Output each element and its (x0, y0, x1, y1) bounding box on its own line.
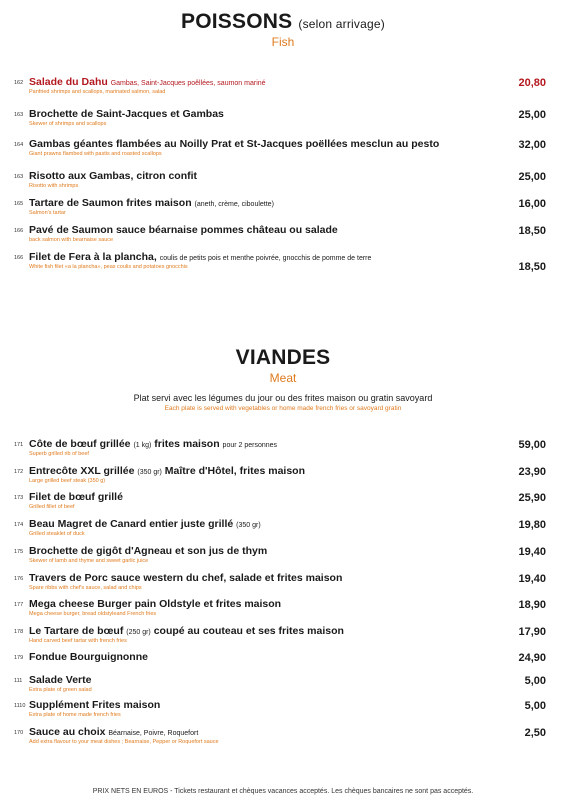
item-name (29, 491, 123, 503)
menu-item (0, 170, 566, 198)
item-english: Superb grilled rib of beef (29, 451, 89, 457)
item-english: back salmon with bearnaise sauce (29, 237, 114, 243)
item-detail: (250 gr) (126, 629, 151, 636)
item-name-text: Filet de bœuf grillé (29, 491, 123, 503)
item-name (29, 438, 277, 450)
item-english: Skewer of shrimps and scallops (29, 121, 107, 127)
item-name-text: Fondue Bourguignonne (29, 651, 148, 663)
item-name-text: Le Tartare de bœuf (29, 625, 124, 637)
item-name (29, 197, 274, 209)
item-name (29, 572, 342, 584)
item-price: 25,00 (518, 171, 546, 183)
item-english: Add extra flavour to your meat dishes ; Bearnaise, Pepper or Roquefort sauce (29, 739, 219, 745)
item-english: Large grilled beef steak (350 g) (29, 478, 106, 484)
item-name (29, 598, 281, 610)
item-price: 19,40 (518, 546, 546, 558)
item-name-text: Filet de Fera à la plancha, (29, 251, 157, 263)
item-detail: (350 gr) (236, 522, 261, 529)
item-name (29, 251, 371, 263)
item-price: 2,50 (524, 727, 546, 739)
item-english: Spare ribbs with chef's sauce, salad and chips (29, 585, 142, 591)
item-price: 32,00 (518, 139, 546, 151)
item-detail: coulis de petits pois et menthe poivrée, gnocchis de pomme de terre (159, 255, 372, 262)
item-name (29, 699, 160, 711)
item-number: 1110 (14, 703, 26, 709)
item-number: 166 (14, 255, 24, 261)
meat-subtitle: Meat (269, 371, 297, 385)
item-english: Grilled steaklet of duck (29, 531, 85, 537)
item-english: Extra plate of home made french fries (29, 712, 121, 718)
menu-item (0, 76, 566, 104)
item-name-text: Risotto aux Gambas, citron confit (29, 170, 198, 182)
item-name (29, 465, 305, 477)
meat-title: VIANDES (235, 346, 331, 369)
item-name-text: Brochette de Saint-Jacques et Gambas (29, 108, 224, 120)
item-detail-cont: pour 2 personnes (222, 442, 278, 449)
item-price: 23,90 (518, 466, 546, 478)
item-number: 170 (14, 730, 24, 736)
item-number: 174 (14, 522, 24, 528)
item-number: 171 (14, 442, 24, 448)
fish-subtitle: Fish (271, 35, 295, 49)
menu-item (0, 138, 566, 166)
item-detail: (1 kg) (133, 442, 152, 449)
item-name (29, 518, 261, 530)
item-price: 25,90 (518, 492, 546, 504)
menu-item (0, 251, 566, 279)
menu-item (0, 197, 566, 225)
menu-item (0, 465, 566, 493)
item-name-text: Travers de Porc sauce western du chef, salade et frites maison (29, 572, 343, 584)
footer-note: PRIX NETS EN EUROS - Tickets restaurant et chèques vacances acceptés. Les chèques bancaires ne sont pas acceptés. (92, 788, 474, 795)
item-number: 177 (14, 602, 24, 608)
item-number: 162 (14, 80, 24, 86)
item-number: 173 (14, 495, 24, 501)
item-name-cont: Maître d'Hôtel, frites maison (164, 465, 305, 477)
item-name-text: Salade Verte (29, 674, 92, 686)
item-name (29, 138, 439, 150)
menu-item (0, 224, 566, 252)
item-price: 19,80 (518, 519, 546, 531)
item-price: 19,40 (518, 573, 546, 585)
item-name (29, 224, 338, 236)
item-english: Panfried shrimps and scallops, marinated salmon, salad (29, 89, 166, 95)
item-english: Giant prawns flambed with pastis and roasted scallops (29, 151, 162, 157)
menu-item (0, 674, 566, 702)
meat-intro-en: Each plate is served with vegetables or home made french fries or savoyard gratin (164, 405, 402, 412)
item-number: 164 (14, 142, 24, 148)
item-name-text: Entrecôte XXL grillée (29, 465, 135, 477)
item-price: 5,00 (524, 675, 546, 687)
item-number: 179 (14, 655, 24, 661)
item-name-text: Salade du Dahu (29, 76, 108, 88)
item-detail: Béarnaise, Poivre, Roquefort (108, 730, 199, 737)
fish-header (0, 10, 566, 49)
item-price: 18,90 (518, 599, 546, 611)
item-english: White fish filet «a la plancha», peas coulis and potatoes gnocchis (29, 264, 188, 270)
item-name (29, 674, 91, 686)
menu-item (0, 572, 566, 600)
item-number: 178 (14, 629, 24, 635)
item-english: Skewer of lamb and thyme and sweet garlic juice (29, 558, 149, 564)
menu-item (0, 625, 566, 653)
item-number: 176 (14, 576, 24, 582)
item-name-text: Supplément Frites maison (29, 699, 161, 711)
menu-item (0, 598, 566, 626)
item-price: 59,00 (518, 439, 546, 451)
item-english: Risotto with shrimps (29, 183, 79, 189)
item-name-cont: frites maison (154, 438, 220, 450)
item-number: 166 (14, 228, 24, 234)
meat-header (0, 346, 566, 412)
item-number: 163 (14, 174, 24, 180)
fish-title-text: POISSONS (181, 10, 293, 33)
item-price: 20,80 (518, 77, 546, 89)
item-price: 25,00 (518, 109, 546, 121)
item-english: Salmon's tartar (29, 210, 66, 216)
fish-title-suffix: (selon arrivage) (298, 17, 385, 31)
item-name (29, 76, 266, 88)
meat-intro: Plat servi avec les légumes du jour ou des frites maison ou gratin savoyard (133, 393, 433, 403)
item-price: 18,50 (518, 225, 546, 237)
item-detail: Gambas, Saint-Jacques poêllées, saumon mariné (110, 80, 266, 87)
menu-item (0, 545, 566, 573)
item-number: 163 (14, 112, 24, 118)
menu-item (0, 726, 566, 754)
item-price: 24,90 (518, 652, 546, 664)
item-name (29, 726, 198, 738)
menu-item (0, 699, 566, 727)
item-english: Mega cheese burger, bread oldstyleand French fries (29, 611, 157, 617)
item-price: 16,00 (518, 198, 546, 210)
item-english: Hand carved beef tartar with french fries (29, 638, 127, 644)
item-name-text: Mega cheese Burger pain Oldstyle et frites maison (29, 598, 282, 610)
item-name-text: Pavé de Saumon sauce béarnaise pommes château ou salade (29, 224, 338, 236)
item-name (29, 651, 148, 663)
item-name-cont: coupé au couteau et ses frites maison (153, 625, 344, 637)
menu-item (0, 438, 566, 466)
menu-item (0, 108, 566, 136)
item-number: 172 (14, 469, 24, 475)
fish-title (0, 10, 566, 34)
menu-item (0, 491, 566, 519)
item-name (29, 625, 344, 637)
item-name-text: Gambas géantes flambées au Noilly Prat et St-Jacques poëllées mesclun au pesto (29, 138, 440, 150)
item-name (29, 108, 224, 120)
item-name-text: Brochette de gigôt d'Agneau et son jus de thym (29, 545, 268, 557)
item-name-text: Côte de bœuf grillée (29, 438, 131, 450)
item-price: 17,90 (518, 626, 546, 638)
item-number: 175 (14, 549, 24, 555)
item-price: 5,00 (524, 700, 546, 712)
item-english: Extra plate of green salad (29, 687, 92, 693)
item-detail: (aneth, crème, ciboulette) (194, 201, 274, 208)
item-name-text: Tartare de Saumon frites maison (29, 197, 192, 209)
item-detail: (350 gr) (137, 469, 162, 476)
item-number: 111 (14, 678, 23, 684)
item-name-text: Beau Magret de Canard entier juste grillé (29, 518, 234, 530)
item-name-text: Sauce au choix (29, 726, 106, 738)
item-number: 165 (14, 201, 24, 207)
item-english: Grilled fillet of beef (29, 504, 75, 510)
item-name (29, 545, 267, 557)
item-price: 18,50 (518, 261, 546, 273)
menu-item (0, 518, 566, 546)
item-name (29, 170, 197, 182)
